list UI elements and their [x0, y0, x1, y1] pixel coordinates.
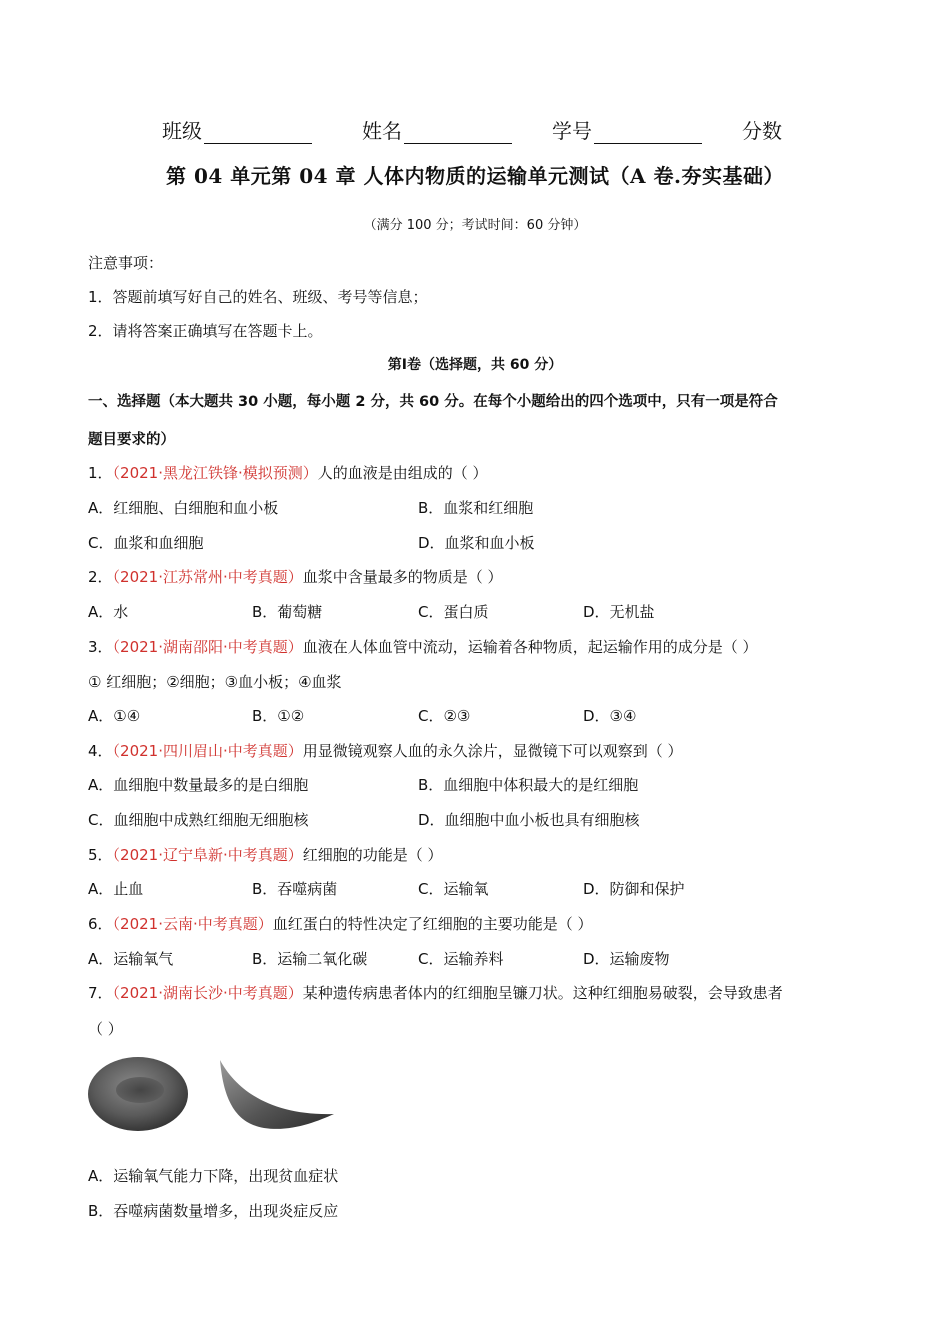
- question-source: （2021·云南·中考真题）: [112, 915, 273, 933]
- question-number: 7．: [88, 984, 113, 1002]
- option-d[interactable]: D．无机盐: [583, 603, 655, 621]
- cell-shapes-svg: [86, 1050, 344, 1136]
- class-label: 班级: [162, 119, 202, 143]
- question-number: 2．: [88, 568, 113, 586]
- question-source: （2021·黑龙江铁锋·模拟预测）: [112, 464, 318, 482]
- option-b[interactable]: B．①②: [252, 707, 305, 725]
- option-d[interactable]: D．血浆和血小板: [418, 534, 535, 552]
- option-c[interactable]: C．血浆和血细胞: [88, 534, 204, 552]
- option-d[interactable]: D．运输废物: [583, 950, 670, 968]
- question-3: [88, 636, 868, 657]
- red-blood-cell-illustration: [86, 1050, 344, 1136]
- question-stem: 用显微镜观察人血的永久涂片，显微镜下可以观察到（ ）: [302, 742, 683, 760]
- option-a[interactable]: A．运输氧气: [88, 950, 174, 968]
- option-b[interactable]: B．血浆和红细胞: [418, 499, 534, 517]
- sickle-red-blood-cell: [220, 1060, 334, 1129]
- question-stem: 红细胞的功能是（ ）: [302, 846, 443, 864]
- score-label: 分数: [742, 119, 782, 143]
- question-source: （2021·湖南长沙·中考真题）: [112, 984, 303, 1002]
- option-c[interactable]: C．②③: [418, 707, 471, 725]
- section-title: 第Ⅰ卷（选择题，共 60 分）: [387, 357, 563, 373]
- note-item: 2．请将答案正确填写在答题卡上。: [88, 322, 323, 340]
- question-number: 6．: [88, 915, 113, 933]
- score-field: [742, 115, 782, 144]
- option-c[interactable]: C．运输养料: [418, 950, 504, 968]
- class-blank[interactable]: [204, 119, 312, 144]
- option-c[interactable]: C．蛋白质: [418, 603, 489, 621]
- question-source: （2021·江苏常州·中考真题）: [112, 568, 303, 586]
- option-b[interactable]: B．葡萄糖: [252, 603, 323, 621]
- question-stem: 血液在人体血管中流动，运输着各种物质，起运输作用的成分是（ ）: [302, 638, 758, 656]
- question-stem: 血浆中含量最多的物质是（ ）: [302, 568, 503, 586]
- question-7: [88, 982, 868, 1003]
- question-stem-cont: （ ）: [88, 1020, 123, 1038]
- option-b[interactable]: B．吞噬病菌数量增多，出现炎症反应: [88, 1202, 339, 1220]
- name-field[interactable]: [362, 115, 552, 144]
- option-d[interactable]: D．③④: [583, 707, 637, 725]
- option-a[interactable]: A．血细胞中数量最多的是白细胞: [88, 776, 309, 794]
- question-stem: 某种遗传病患者体内的红细胞呈镰刀状。这种红细胞易破裂，会导致患者: [302, 984, 783, 1002]
- part-heading-cont: 题目要求的）: [88, 432, 175, 448]
- option-c[interactable]: C．运输氧: [418, 880, 489, 898]
- option-b[interactable]: B．血细胞中体积最大的是红细胞: [418, 776, 639, 794]
- option-d[interactable]: D．血细胞中血小板也具有细胞核: [418, 811, 640, 829]
- option-b[interactable]: B．运输二氧化碳: [252, 950, 368, 968]
- student-info-line: [162, 110, 802, 144]
- option-a[interactable]: A．运输氧气能力下降，出现贫血症状: [88, 1167, 339, 1185]
- option-b[interactable]: B．吞噬病菌: [252, 880, 338, 898]
- question-source: （2021·湖南邵阳·中考真题）: [112, 638, 303, 656]
- question-extra: ① 红细胞；②细胞；③血小板；④血浆: [88, 673, 342, 691]
- question-number: 3．: [88, 638, 113, 656]
- page-title: 第 04 单元第 04 章 人体内物质的运输单元测试（A 卷.夯实基础）: [166, 164, 784, 188]
- option-a[interactable]: A．①④: [88, 707, 141, 725]
- question-source: （2021·辽宁阜新·中考真题）: [112, 846, 303, 864]
- note-item: 1．答题前填写好自己的姓名、班级、考号等信息；: [88, 288, 428, 306]
- exam-subtitle: （满分 100 分；考试时间：60 分钟）: [363, 218, 587, 233]
- question-2: [88, 566, 868, 587]
- normal-red-blood-cell: [88, 1057, 188, 1131]
- option-a[interactable]: A．红细胞、白细胞和血小板: [88, 499, 279, 517]
- student-id-blank[interactable]: [594, 119, 702, 144]
- notes-heading: 注意事项：: [88, 254, 164, 272]
- option-a[interactable]: A．止血: [88, 880, 144, 898]
- question-number: 5．: [88, 846, 113, 864]
- option-c[interactable]: C．血细胞中成熟红细胞无细胞核: [88, 811, 309, 829]
- question-5: [88, 844, 868, 865]
- option-a[interactable]: A．水: [88, 603, 129, 621]
- class-field[interactable]: [162, 115, 362, 144]
- question-stem: 血红蛋白的特性决定了红细胞的主要功能是（ ）: [272, 915, 593, 933]
- question-6: [88, 913, 868, 934]
- name-label: 姓名: [362, 119, 402, 143]
- option-d[interactable]: D．防御和保护: [583, 880, 685, 898]
- question-4: [88, 740, 868, 761]
- question-stem: 人的血液是由组成的（ ）: [317, 464, 488, 482]
- question-source: （2021·四川眉山·中考真题）: [112, 742, 303, 760]
- part-heading: 一、选择题（本大题共 30 小题，每小题 2 分，共 60 分。在每个小题给出的四个选项中，只有一项是符合: [88, 394, 778, 410]
- student-id-label: 学号: [552, 119, 592, 143]
- question-number: 1．: [88, 464, 113, 482]
- name-blank[interactable]: [404, 119, 512, 144]
- question-1: [88, 462, 868, 483]
- question-number: 4．: [88, 742, 113, 760]
- student-id-field[interactable]: [552, 115, 742, 144]
